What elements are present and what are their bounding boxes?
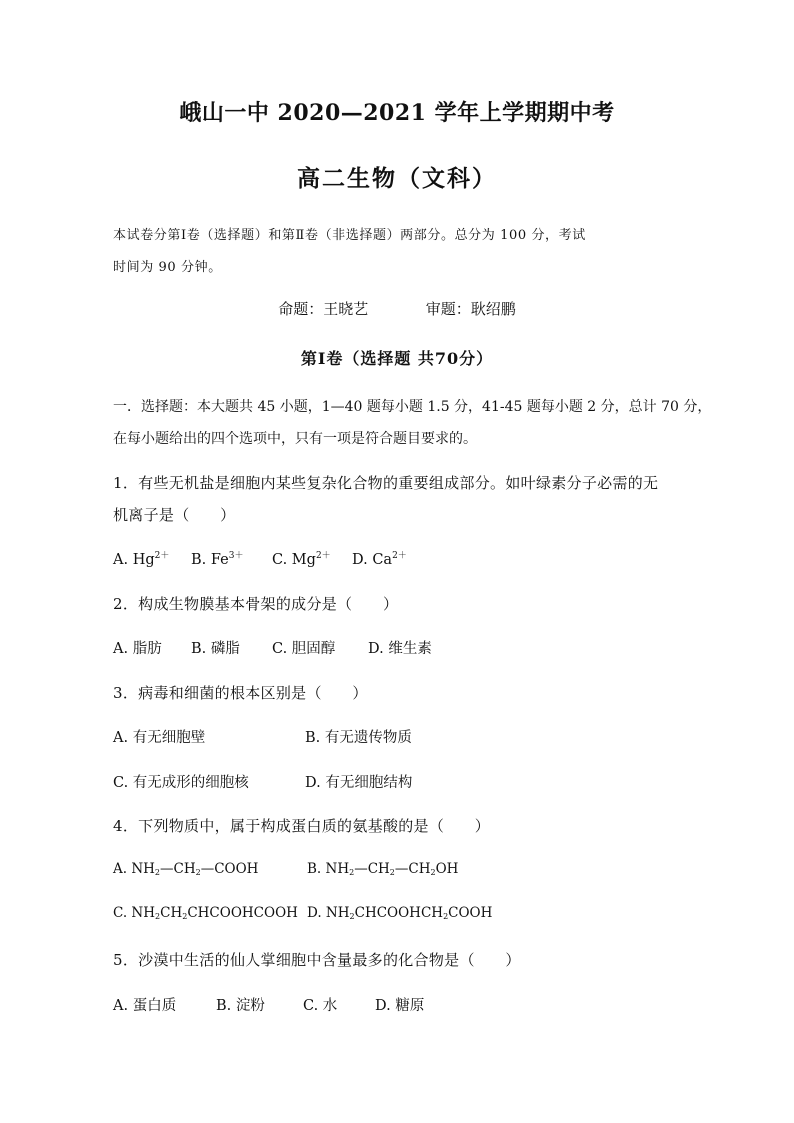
question-2-stem: 2．构成生物膜基本骨架的成分是（ ） — [113, 595, 399, 613]
instruction-line-1: 一．选择题：本大题共 45 小题，1—40 题每小题 1.5 分，41-45 题每小题 2 分，总计 70 分， — [113, 399, 712, 415]
question-3-option-c: C. 有无成形的细胞核 — [113, 775, 249, 791]
question-5-option-c: C. 水 — [303, 998, 338, 1014]
question-4-option-d: D. $NH_2CHCOOHCH_2COOH$ — [307, 905, 493, 921]
question-5-option-a: A. 蛋白质 — [113, 998, 177, 1014]
setter-label: 命题： — [278, 300, 324, 318]
question-3-option-b: B. 有无遗传物质 — [305, 730, 412, 746]
question-4-option-b: B. $NH_2—CH_2—CH_2OH$ — [307, 861, 459, 877]
question-1-option-b: B. $Fe^{3+}$ — [191, 551, 244, 568]
reviewer-name: 耿绍鹏 — [470, 300, 516, 318]
notice-line-2: 时间为 90 分钟。 — [113, 260, 222, 275]
question-4-option-a: A. $NH_2—CH_2—COOH$ — [113, 861, 259, 877]
question-1-stem-line-2: 机离子是（ ） — [113, 506, 236, 524]
question-3-option-d: D. 有无细胞结构 — [305, 775, 413, 791]
question-3-stem: 3．病毒和细菌的根本区别是（ ） — [113, 684, 368, 702]
exam-title: 峨山一中 2020—2021 学年上学期期中考 — [179, 100, 615, 126]
section-heading: 第Ⅰ卷（选择题 共70分） — [300, 349, 494, 368]
question-1-option-c: C. $Mg^{2+}$ — [272, 551, 331, 568]
instruction-line-2: 在每小题给出的四个选项中，只有一项是符合题目要求的。 — [113, 431, 477, 447]
notice-line-1: 本试卷分第Ⅰ卷（选择题）和第Ⅱ卷（非选择题）两部分。总分为 100 分，考试 — [113, 228, 586, 243]
question-2-option-a: A. 脂肪 — [113, 641, 162, 657]
authors-line — [0, 298, 794, 319]
question-2-option-d: D. 维生素 — [368, 641, 432, 657]
question-5-option-b: B. 淀粉 — [216, 998, 265, 1014]
reviewer-label: 审题： — [425, 300, 471, 318]
question-5-option-d: D. 糖原 — [375, 998, 425, 1014]
question-2-option-b: B. 磷脂 — [191, 641, 240, 657]
setter-name: 王晓艺 — [323, 300, 369, 318]
question-3-option-a: A. 有无细胞壁 — [113, 730, 206, 746]
question-1-option-d: D. $Ca^{2+}$ — [352, 551, 407, 568]
question-4-option-c: C. $NH_2CH_2CHCOOHCOOH$ — [113, 905, 298, 921]
question-2-option-c: C. 胆固醇 — [272, 641, 336, 657]
question-1-option-a: A. $Hg^{2+}$ — [113, 551, 170, 568]
question-4-stem: 4．下列物质中，属于构成蛋白质的氨基酸的是（ ） — [113, 817, 491, 835]
exam-subtitle: 高二生物（文科） — [297, 165, 497, 192]
question-1-stem-line-1: 1．有些无机盐是细胞内某些复杂化合物的重要组成部分。如叶绿素分子必需的无 — [113, 474, 659, 492]
question-5-stem: 5．沙漠中生活的仙人掌细胞中含量最多的化合物是（ ） — [113, 951, 521, 969]
